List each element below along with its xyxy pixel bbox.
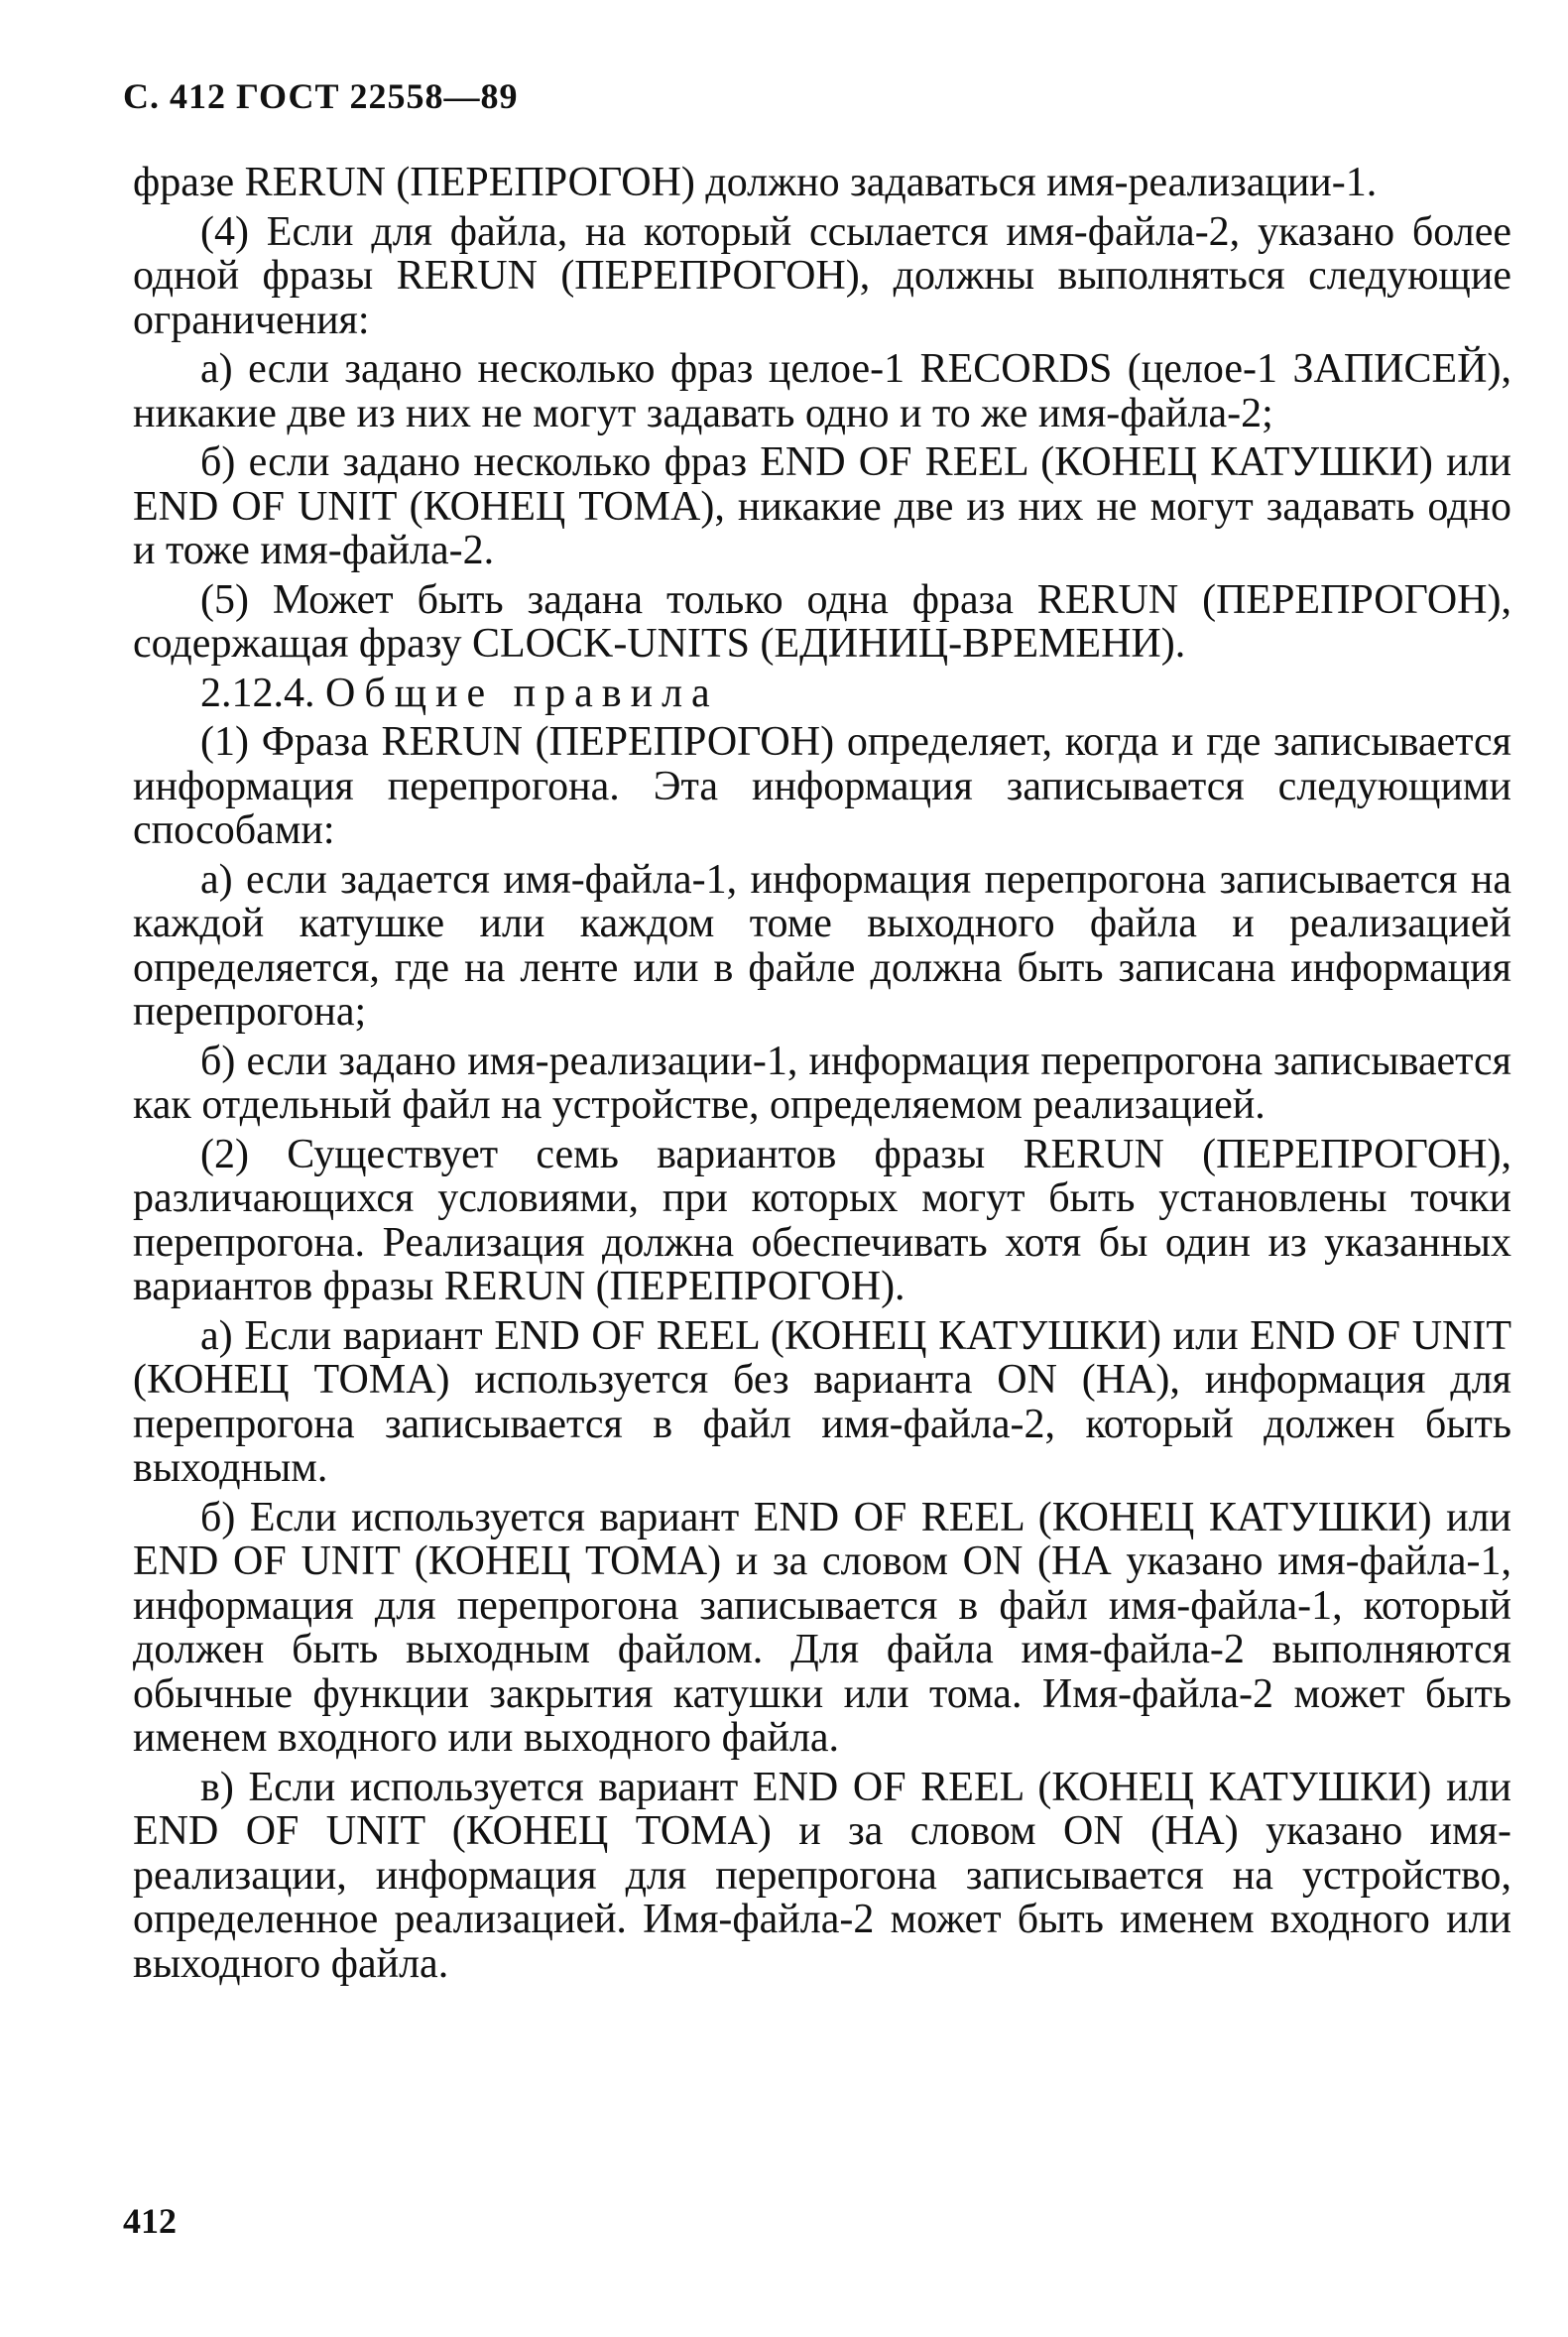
page-number: 412 bbox=[123, 2201, 177, 2241]
paragraph-rule-2a: а) Если вариант END OF REEL (КОНЕЦ КАТУШКИ) или END OF UNIT (КОНЕЦ ТОМА) используется без варианта ON (НА), информация для перепрогона записывается в файл имя-файла-2, который должен быть выходным. bbox=[133, 1312, 1511, 1491]
paragraph-rule-2b: б) Если используется вариант END OF REEL (КОНЕЦ КАТУШКИ) или END OF UNIT (КОНЕЦ ТОМА) и за словом ON (НА указано имя-файла-1, информация для перепрогона записывается в файл имя-файла-1, который должен быть выходным файлом. Для файла имя-файла-2 выполняются обычные функции закрытия катушки или тома. Имя-файла-2 может быть именем входного или выходного файла. bbox=[133, 1494, 1511, 1761]
paragraph-item-5: (5) Может быть задана только одна фраза RERUN (ПЕРЕПРОГОН), содержащая фразу CLOCK-UNITS (ЕДИНИЦ-ВРЕМЕНИ). bbox=[133, 576, 1511, 667]
paragraph-item-4b: б) если задано несколько фраз END OF REEL (КОНЕЦ КАТУШКИ) или END OF UNIT (КОНЕЦ ТОМА), никакие две из них не могут задавать одно и тоже имя-файла-2. bbox=[133, 439, 1511, 573]
paragraph-rule-1a: а) если задается имя-файла-1, информация перепрогона записывается на каждой катушке или каждом томе выходного файла и реализацией определяется, где на ленте или в файле должна быть записана информация перепрогона; bbox=[133, 856, 1511, 1035]
paragraph-continuation: фразе RERUN (ПЕРЕПРОГОН) должно задаваться имя-реализации-1. bbox=[133, 160, 1378, 205]
paragraph-item-4a: а) если задано несколько фраз целое-1 RECORDS (целое-1 ЗАПИСЕЙ), никакие две из них не могут задавать одно и то же имя-файла-2; bbox=[133, 346, 1511, 436]
section-heading bbox=[133, 672, 1511, 716]
section-title: Общие правила bbox=[325, 670, 719, 716]
paragraph-rule-2: (2) Существует семь вариантов фразы RERUN (ПЕРЕПРОГОН), различающихся условиями, при которых могут быть установлены точки перепрогона. Реализация должна обеспечивать хотя бы один из указанных вариантов фразы RERUN (ПЕРЕПРОГОН). bbox=[133, 1131, 1511, 1309]
paragraph-rule-1b: б) если задано имя-реализации-1, информация перепрогона записывается как отдельный файл на устройстве, определяемом реализацией. bbox=[133, 1038, 1511, 1128]
paragraph-rule-2v: в) Если используется вариант END OF REEL (КОНЕЦ КАТУШКИ) или END OF UNIT (КОНЕЦ ТОМА) и за словом ON (НА) указано имя-реализации, информация для перепрогона записывается на устройство, определенное реализацией. Имя-файла-2 может быть именем входного или выходного файла. bbox=[133, 1764, 1511, 1987]
paragraph-item-4: (4) Если для файла, на который ссылается имя-файла-2, указано более одной фразы RERUN (ПЕРЕПРОГОН), должны выполняться следующие ограничения: bbox=[133, 208, 1511, 343]
body-text bbox=[133, 161, 1511, 1991]
section-number: 2.12.4. bbox=[200, 670, 315, 716]
running-head: С. 412 ГОСТ 22558—89 bbox=[123, 76, 519, 116]
paragraph-rule-1: (1) Фраза RERUN (ПЕРЕПРОГОН) определяет, когда и где записывается информация перепрогона. Эта информация записывается следующими способами: bbox=[133, 719, 1511, 853]
